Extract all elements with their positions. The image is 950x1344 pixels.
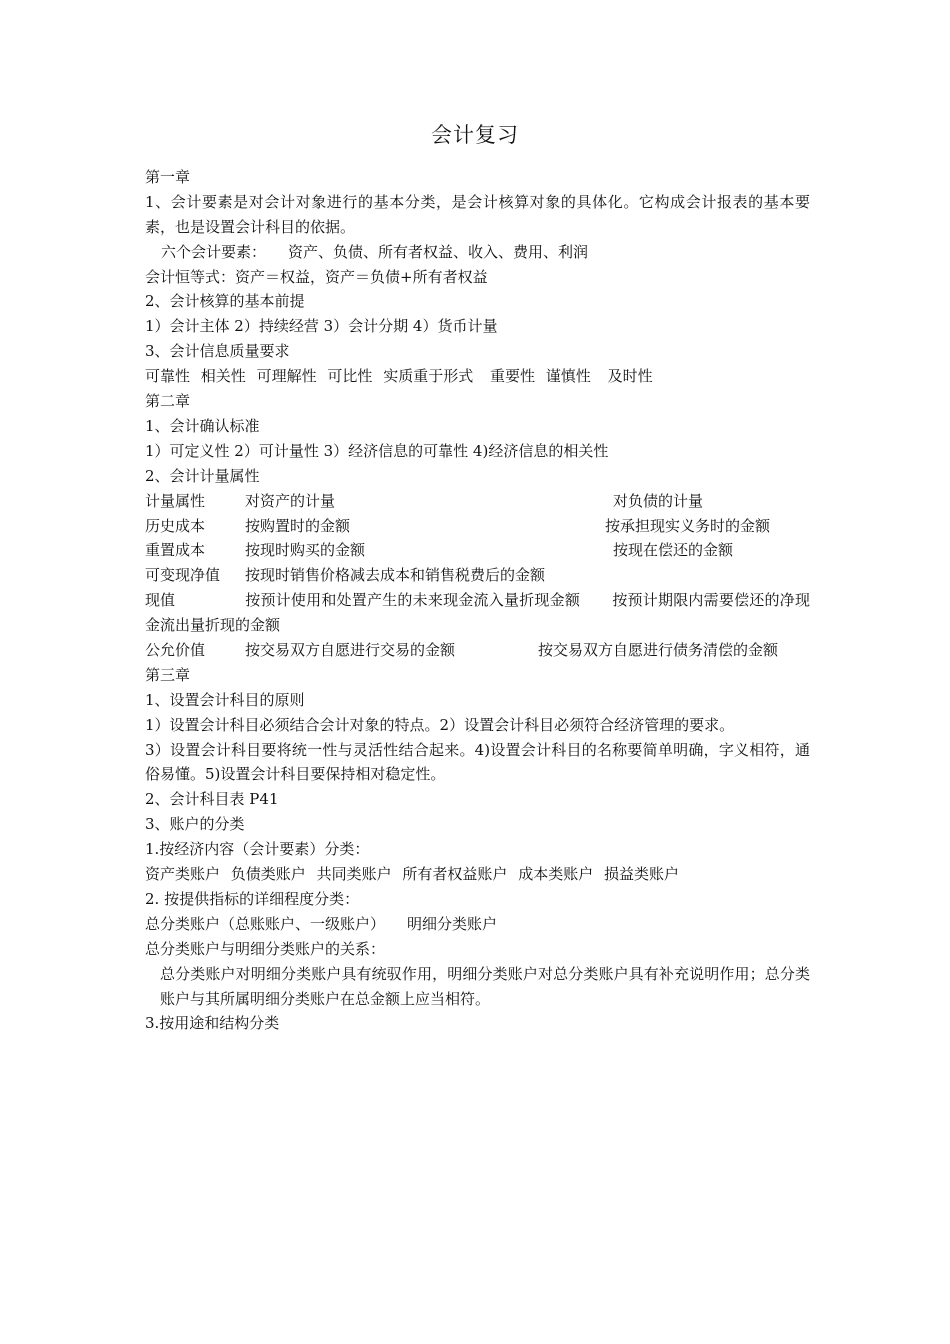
quality-item: 可比性 bbox=[327, 367, 373, 386]
ch2-point-1: 1、会计确认标准 bbox=[145, 416, 260, 435]
chapter-1-heading: 第一章 bbox=[145, 168, 191, 186]
six-elements-items: 资产、负债、所有者权益、收入、费用、利润 bbox=[288, 242, 589, 261]
account-type: 明细分类账户 bbox=[407, 914, 498, 933]
document-body bbox=[145, 165, 810, 1036]
relation-heading: 总分类账户与明细分类账户的关系： bbox=[145, 939, 386, 958]
chapter-2-heading: 第二章 bbox=[145, 392, 191, 411]
chapter-3-heading: 第三章 bbox=[145, 665, 191, 684]
table-header-cell: 对资产的计量 bbox=[245, 491, 336, 510]
quality-item: 及时性 bbox=[607, 367, 653, 386]
six-elements-label: 六个会计要素： bbox=[161, 242, 267, 261]
quality-item: 可理解性 bbox=[256, 367, 317, 386]
table-cell: 按现时销售价格减去成本和销售税费后的金额 bbox=[245, 566, 546, 585]
account-type: 资产类账户 bbox=[145, 865, 221, 884]
classification-1-heading: 1.按经济内容（会计要素）分类： bbox=[145, 840, 370, 859]
quality-item: 相关性 bbox=[200, 367, 246, 386]
table-row bbox=[145, 563, 810, 588]
table-cell: 历史成本 bbox=[145, 516, 206, 535]
table-cell: 按预计使用和处置产生的未来现金流入量折现金额 bbox=[245, 591, 581, 610]
classification-2-heading: 2. 按提供指标的详细程度分类： bbox=[145, 889, 360, 908]
quality-item: 重要性 bbox=[489, 367, 535, 386]
table-cell: 按现时购买的金额 bbox=[245, 541, 366, 560]
ch2-point-2: 2、会计计量属性 bbox=[145, 466, 260, 485]
principles-line-1: 1）设置会计科目必须结合会计对象的特点。2）设置会计科目必须符合经济管理的要求。 bbox=[145, 715, 735, 734]
quality-item: 可靠性 bbox=[145, 367, 191, 386]
account-type: 成本类账户 bbox=[518, 865, 594, 884]
quality-requirements-line bbox=[145, 364, 810, 389]
table-cell: 重置成本 bbox=[145, 541, 206, 560]
table-header-cell: 对负债的计量 bbox=[613, 491, 704, 510]
account-type: 负债类账户 bbox=[230, 865, 306, 884]
account-type: 总分类账户（总账账户、一级账户） bbox=[145, 914, 386, 933]
table-cell: 公允价值 bbox=[145, 640, 206, 659]
table-row bbox=[145, 514, 810, 539]
ch3-point-3: 3、账户的分类 bbox=[145, 815, 245, 834]
ch2-point-1-items: 1）可定义性 2）可计量性 3）经济信息的可靠性 4)经济信息的相关性 bbox=[145, 441, 609, 460]
ch3-point-2: 2、会计科目表 P41 bbox=[145, 790, 279, 809]
measurement-table-header bbox=[145, 489, 810, 514]
table-cell: 按承担现实义务时的金额 bbox=[605, 516, 771, 535]
table-row bbox=[145, 638, 810, 663]
quality-item: 谨慎性 bbox=[545, 367, 591, 386]
principles-line-2: 3）设置会计科目要将统一性与灵活性结合起来。4)设置会计科目的名称要简单明确，字义相符，通俗易懂。5)设置会计科目要保持相对稳定性。 bbox=[145, 740, 810, 784]
relation-text: 总分类账户对明细分类账户具有统驭作用，明细分类账户对总分类账户具有补充说明作用；总分类账户与其所属明细分类账户在总金额上应当相符。 bbox=[160, 964, 810, 1008]
page-title: 会计复习 bbox=[431, 123, 519, 147]
classification-3-heading: 3.按用途和结构分类 bbox=[145, 1014, 280, 1033]
account-type: 共同类账户 bbox=[316, 865, 392, 884]
table-cell: 按交易双方自愿进行债务清偿的金额 bbox=[538, 640, 779, 659]
ch3-point-1: 1、设置会计科目的原则 bbox=[145, 690, 305, 709]
table-cell: 现值 bbox=[145, 591, 176, 610]
ch1-point-1: 1、会计要素是对会计对象进行的基本分类，是会计核算对象的具体化。它构成会计报表的基本要素，也是设置会计科目的依据。 bbox=[145, 192, 810, 236]
ch1-point-2: 2、会计核算的基本前提 bbox=[145, 292, 305, 311]
ch1-point-2-items: 1）会计主体 2）持续经营 3）会计分期 4）货币计量 bbox=[145, 317, 498, 336]
table-cell: 按现在偿还的金额 bbox=[613, 541, 734, 560]
table-row bbox=[145, 588, 810, 638]
account-type: 损益类账户 bbox=[603, 865, 679, 884]
classification-2-items bbox=[145, 912, 810, 937]
account-type: 所有者权益账户 bbox=[402, 865, 508, 884]
table-cell: 按预计期限内需要偿还的净现金流出量折现的金额 bbox=[145, 591, 810, 635]
classification-1-items bbox=[145, 862, 810, 887]
quality-item: 实质重于形式 bbox=[383, 367, 474, 386]
table-header-cell: 计量属性 bbox=[145, 491, 206, 510]
accounting-equation: 会计恒等式：资产＝权益，资产＝负债+所有者权益 bbox=[145, 267, 488, 286]
six-elements-line bbox=[145, 240, 810, 265]
table-cell: 按购置时的金额 bbox=[245, 516, 351, 535]
ch1-point-3: 3、会计信息质量要求 bbox=[145, 342, 290, 361]
table-cell: 可变现净值 bbox=[145, 566, 221, 585]
table-cell: 按交易双方自愿进行交易的金额 bbox=[245, 640, 456, 659]
table-row bbox=[145, 538, 810, 563]
